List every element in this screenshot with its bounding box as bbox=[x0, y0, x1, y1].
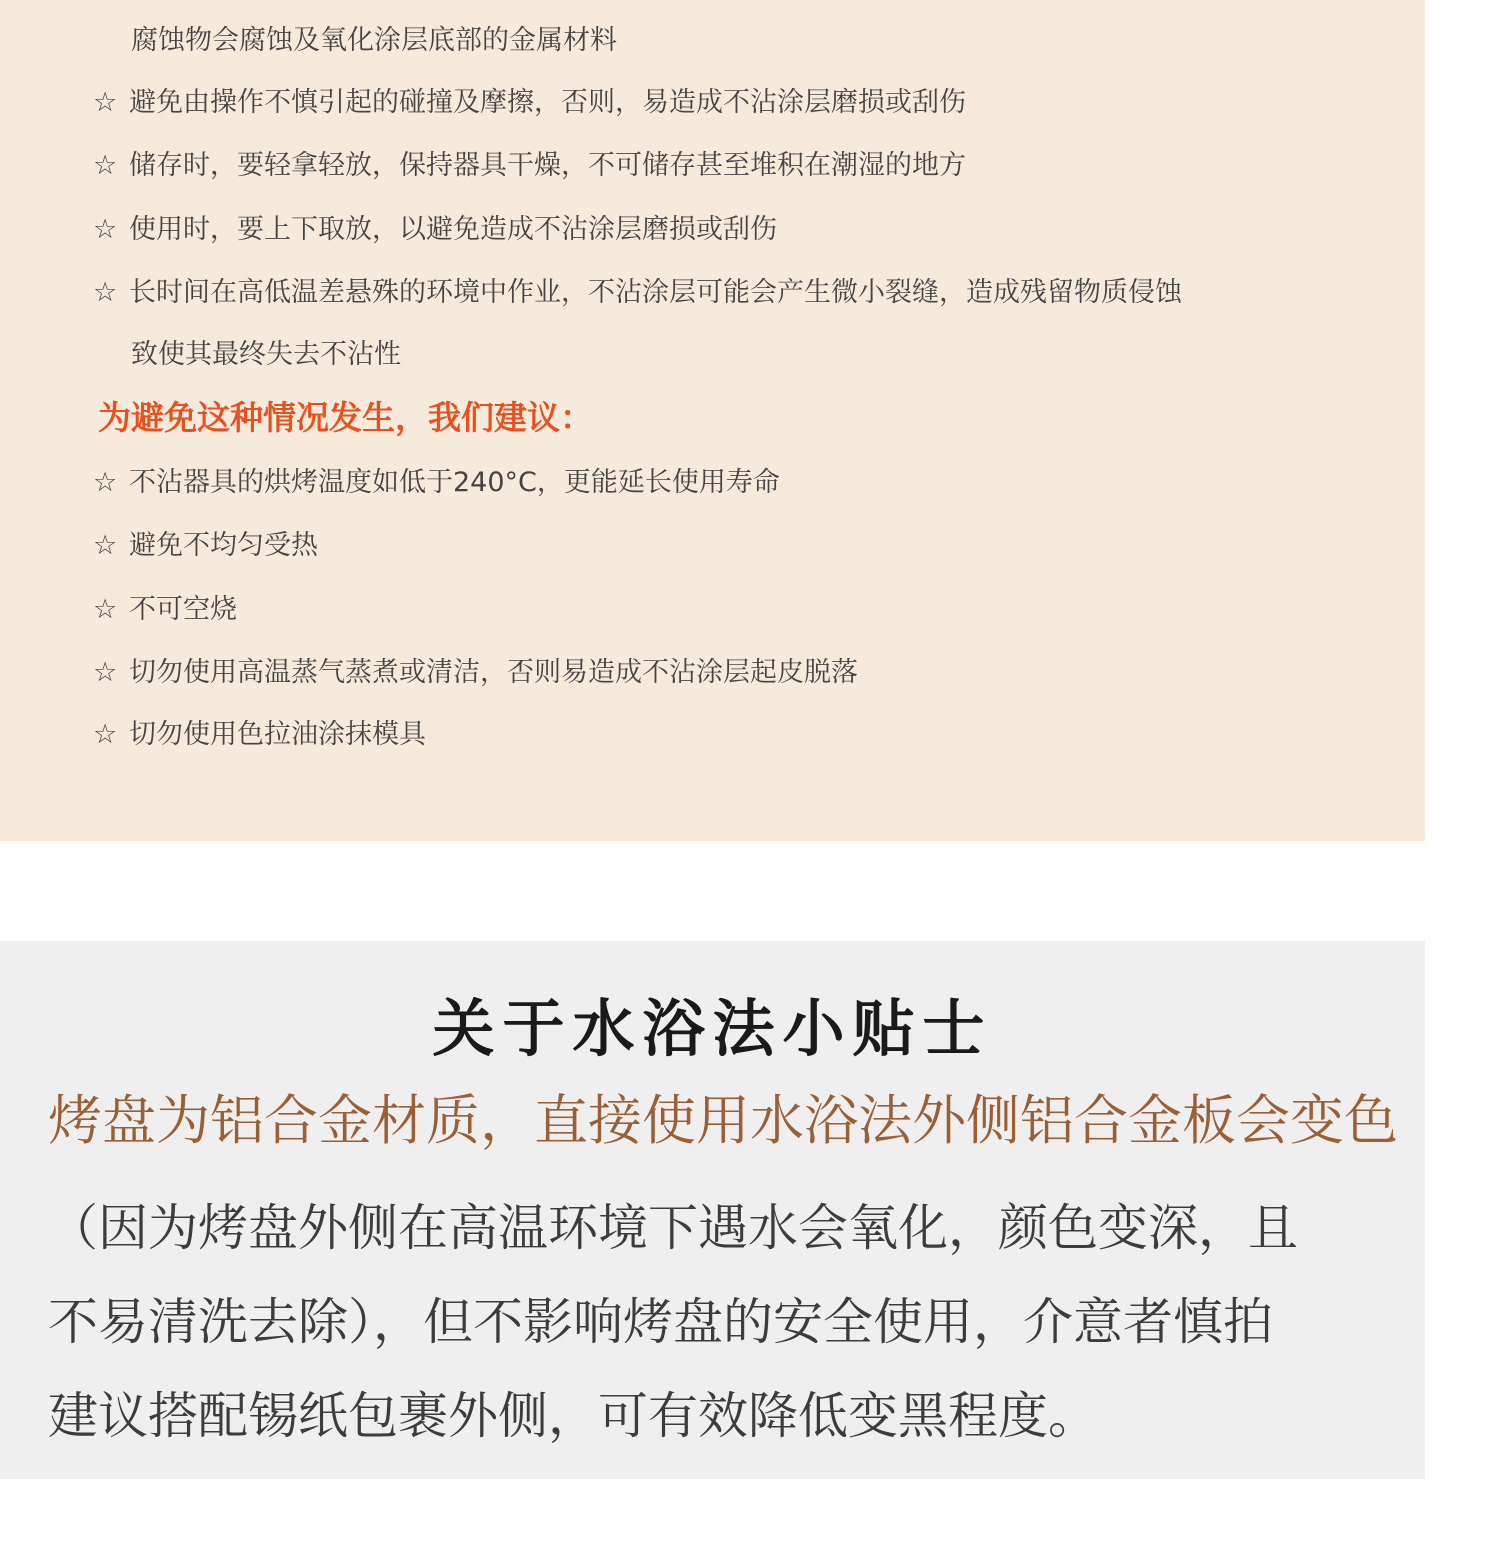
suggestion-line bbox=[93, 717, 426, 753]
star-icon: ☆ bbox=[93, 150, 118, 181]
tips-warning: 烤盘为铝合金材质，直接使用水浴法外侧铝合金板会变色 bbox=[48, 1089, 1398, 1152]
water-bath-tips-panel bbox=[0, 941, 1425, 1479]
care-line-text: 使用时，要上下取放，以避免造成不沾涂层磨损或刮伤 bbox=[129, 214, 777, 245]
tips-title: 关于水浴法小贴士 bbox=[432, 992, 993, 1065]
suggestion-text: 切勿使用高温蒸气蒸煮或清洁，否则易造成不沾涂层起皮脱落 bbox=[129, 657, 858, 688]
tips-body bbox=[48, 1181, 1388, 1463]
care-line-continuation bbox=[131, 337, 401, 373]
star-icon: ☆ bbox=[93, 277, 118, 308]
tips-body-line: 不易清洗去除），但不影响烤盘的安全使用，介意者慎拍 bbox=[48, 1293, 1273, 1351]
care-line bbox=[93, 275, 1182, 311]
tips-body-line: （因为烤盘外侧在高温环境下遇水会氧化，颜色变深，且 bbox=[48, 1199, 1298, 1257]
star-icon: ☆ bbox=[93, 719, 118, 750]
care-line-text: 避免由操作不慎引起的碰撞及摩擦，否则，易造成不沾涂层磨损或刮伤 bbox=[129, 87, 966, 118]
care-line-text: 致使其最终失去不沾性 bbox=[131, 339, 401, 370]
suggestion-line bbox=[93, 655, 858, 691]
star-icon: ☆ bbox=[93, 87, 118, 118]
care-line bbox=[93, 85, 966, 121]
star-icon: ☆ bbox=[93, 657, 118, 688]
suggestion-text: 切勿使用色拉油涂抹模具 bbox=[129, 719, 426, 750]
care-line bbox=[93, 148, 966, 184]
suggestion-text: 不可空烧 bbox=[129, 594, 237, 625]
suggestion-line bbox=[93, 592, 237, 628]
star-icon: ☆ bbox=[93, 214, 118, 245]
suggestion-text: 避免不均匀受热 bbox=[129, 530, 318, 561]
star-icon: ☆ bbox=[93, 594, 118, 625]
suggestion-heading: 为避免这种情况发生，我们建议： bbox=[98, 398, 593, 437]
suggestion-line bbox=[93, 528, 318, 564]
suggestion-line bbox=[93, 465, 780, 501]
tips-body-line: 建议搭配锡纸包裹外侧，可有效降低变黑程度。 bbox=[48, 1387, 1098, 1445]
care-line-continuation bbox=[131, 23, 617, 59]
care-line-text: 长时间在高低温差悬殊的环境中作业，不沾涂层可能会产生微小裂缝，造成残留物质侵蚀 bbox=[129, 277, 1182, 308]
star-icon: ☆ bbox=[93, 467, 118, 498]
suggestion-text: 不沾器具的烘烤温度如低于240°C，更能延长使用寿命 bbox=[129, 467, 780, 498]
care-line bbox=[93, 212, 777, 248]
star-icon: ☆ bbox=[93, 530, 118, 561]
care-line-text: 腐蚀物会腐蚀及氧化涂层底部的金属材料 bbox=[131, 25, 617, 56]
care-line-text: 储存时，要轻拿轻放，保持器具干燥，不可储存甚至堆积在潮湿的地方 bbox=[129, 150, 966, 181]
